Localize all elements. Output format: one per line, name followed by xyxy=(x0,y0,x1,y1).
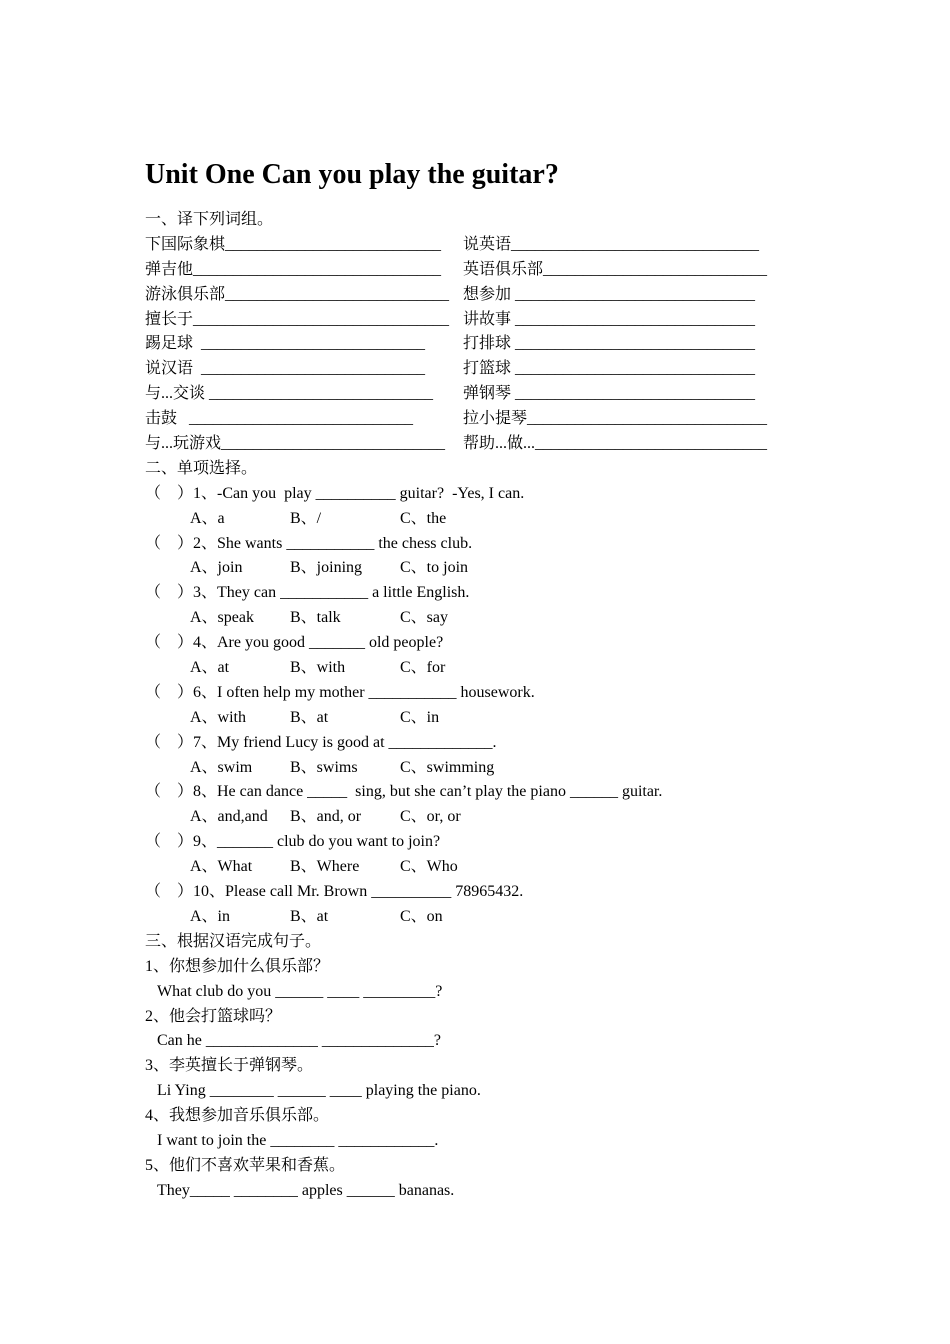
option-a[interactable]: A、with xyxy=(190,708,247,726)
phrase-row xyxy=(145,332,825,357)
phrase-right: 帮助...做..._____________________________ xyxy=(463,435,768,453)
phrase-right: 说英语_______________________________ xyxy=(463,235,760,253)
chinese-prompt: 1、你想参加什么俱乐部？ xyxy=(145,957,330,975)
options-row xyxy=(145,756,825,781)
english-answer-line[interactable]: Li Ying ________ ______ ____ playing the piano. xyxy=(157,1082,481,1100)
phrase-left: 下国际象棋___________________________ xyxy=(145,235,446,253)
question-stem: 9、_______ club do you want to join? xyxy=(193,833,441,851)
answer-paren[interactable]: （ ） xyxy=(145,484,194,502)
options-row xyxy=(145,855,825,880)
question-stem: 1、-Can you play __________ guitar? -Yes, I can. xyxy=(193,484,525,502)
options-row xyxy=(145,556,825,581)
option-c[interactable]: C、in xyxy=(400,708,440,726)
option-c[interactable]: C、Who xyxy=(400,858,458,876)
question-row xyxy=(145,780,825,805)
answer-paren[interactable]: （ ） xyxy=(145,683,194,701)
option-b[interactable]: B、/ xyxy=(290,509,322,527)
english-answer-line[interactable]: Can he ______________ ______________? xyxy=(157,1032,441,1050)
chinese-prompt: 5、他们不喜欢苹果和香蕉。 xyxy=(145,1156,346,1174)
option-a[interactable]: A、speak xyxy=(190,609,254,627)
answer-paren[interactable]: （ ） xyxy=(145,534,194,552)
options-row xyxy=(145,656,825,681)
option-a[interactable]: A、in xyxy=(190,907,231,925)
option-a[interactable]: A、join xyxy=(190,559,243,577)
phrase-right: 打篮球 ______________________________ xyxy=(463,360,756,378)
question-row xyxy=(145,830,825,855)
phrase-row xyxy=(145,308,825,333)
phrase-left: 踢足球 ____________________________ xyxy=(145,335,430,353)
question-row xyxy=(145,631,825,656)
multiple-choice-list xyxy=(145,482,825,930)
phrase-row xyxy=(145,258,825,283)
option-a[interactable]: A、at xyxy=(190,659,230,677)
question-stem: 2、She wants ___________ the chess club. xyxy=(193,534,473,552)
phrase-right: 讲故事 ______________________________ xyxy=(463,310,756,328)
phrase-right: 英语俱乐部____________________________ xyxy=(463,260,768,278)
phrase-left: 与...交谈 ____________________________ xyxy=(145,385,438,403)
answer-paren[interactable]: （ ） xyxy=(145,733,194,751)
option-b[interactable]: B、Where xyxy=(290,858,360,876)
option-b[interactable]: B、swims xyxy=(290,758,358,776)
question-stem: 8、He can dance _____ sing, but she can’t play the piano ______ guitar. xyxy=(193,783,663,801)
question-stem: 6、I often help my mother ___________ housework. xyxy=(193,683,535,701)
question-stem: 4、Are you good _______ old people? xyxy=(193,634,444,652)
option-c[interactable]: C、to join xyxy=(400,559,469,577)
phrase-row xyxy=(145,382,825,407)
option-b[interactable]: B、at xyxy=(290,907,329,925)
phrase-row xyxy=(145,407,825,432)
english-answer-line[interactable]: What club do you ______ ____ _________? xyxy=(157,982,443,1000)
phrase-left: 击鼓 ____________________________ xyxy=(145,410,418,428)
option-a[interactable]: A、What xyxy=(190,858,253,876)
options-row xyxy=(145,706,825,731)
option-b[interactable]: B、with xyxy=(290,659,346,677)
answer-paren[interactable]: （ ） xyxy=(145,833,194,851)
phrase-left: 与...玩游戏____________________________ xyxy=(145,435,450,453)
answer-paren[interactable]: （ ） xyxy=(145,783,194,801)
question-row xyxy=(145,880,825,905)
question-row xyxy=(145,482,825,507)
phrase-right: 打排球 ______________________________ xyxy=(463,335,756,353)
option-b[interactable]: B、and, or xyxy=(290,808,362,826)
chinese-prompt: 2、他会打篮球吗？ xyxy=(145,1007,282,1025)
worksheet-content xyxy=(145,158,825,1204)
option-c[interactable]: C、the xyxy=(400,509,447,527)
phrase-right: 想参加 ______________________________ xyxy=(463,285,756,303)
section3-heading: 三、根据汉语完成句子。 xyxy=(145,932,322,950)
phrase-right: 弹钢琴 ______________________________ xyxy=(463,385,756,403)
option-a[interactable]: A、swim xyxy=(190,758,253,776)
options-row xyxy=(145,805,825,830)
section1-heading: 一、译下列词组。 xyxy=(145,211,274,228)
question-row xyxy=(145,681,825,706)
option-a[interactable]: A、a xyxy=(190,509,225,527)
question-stem: 10、Please call Mr. Brown __________ 78965432. xyxy=(193,883,524,901)
phrase-row xyxy=(145,432,825,457)
phrase-right: 拉小提琴______________________________ xyxy=(463,410,768,428)
option-b[interactable]: B、joining xyxy=(290,559,363,577)
options-row xyxy=(145,507,825,532)
section2-heading: 二、单项选择。 xyxy=(145,459,258,477)
question-stem: 7、My friend Lucy is good at _____________. xyxy=(193,733,497,751)
option-c[interactable]: C、swimming xyxy=(400,758,495,776)
option-b[interactable]: B、at xyxy=(290,708,329,726)
chinese-prompt: 4、我想参加音乐俱乐部。 xyxy=(145,1107,330,1125)
question-row xyxy=(145,731,825,756)
option-c[interactable]: C、for xyxy=(400,659,446,677)
answer-paren[interactable]: （ ） xyxy=(145,883,194,901)
question-row xyxy=(145,581,825,606)
options-row xyxy=(145,606,825,631)
phrase-left: 游泳俱乐部____________________________ xyxy=(145,285,454,303)
option-a[interactable]: A、and,and xyxy=(190,808,268,826)
phrase-left: 说汉语 ____________________________ xyxy=(145,360,430,378)
phrase-row xyxy=(145,233,825,258)
english-answer-line[interactable]: I want to join the ________ ____________. xyxy=(157,1131,439,1149)
english-answer-line[interactable]: They_____ ________ apples ______ bananas. xyxy=(157,1181,455,1199)
phrase-left: 弹吉他_______________________________ xyxy=(145,260,446,278)
phrase-row xyxy=(145,283,825,308)
option-c[interactable]: C、say xyxy=(400,609,449,627)
option-c[interactable]: C、on xyxy=(400,907,443,925)
phrase-left: 擅长于________________________________ xyxy=(145,310,454,328)
answer-paren[interactable]: （ ） xyxy=(145,634,194,652)
answer-paren[interactable]: （ ） xyxy=(145,584,194,602)
chinese-prompt: 3、李英擅长于弹钢琴。 xyxy=(145,1057,314,1075)
options-row xyxy=(145,905,825,930)
sentence-completion-list xyxy=(145,955,825,1204)
phrase-row xyxy=(145,357,825,382)
option-b[interactable]: B、talk xyxy=(290,609,341,627)
page-title: Unit One Can you play the guitar? xyxy=(145,159,559,190)
question-row xyxy=(145,532,825,557)
option-c[interactable]: C、or, or xyxy=(400,808,461,826)
phrase-translation-list xyxy=(145,233,825,457)
question-stem: 3、They can ___________ a little English. xyxy=(193,584,470,602)
